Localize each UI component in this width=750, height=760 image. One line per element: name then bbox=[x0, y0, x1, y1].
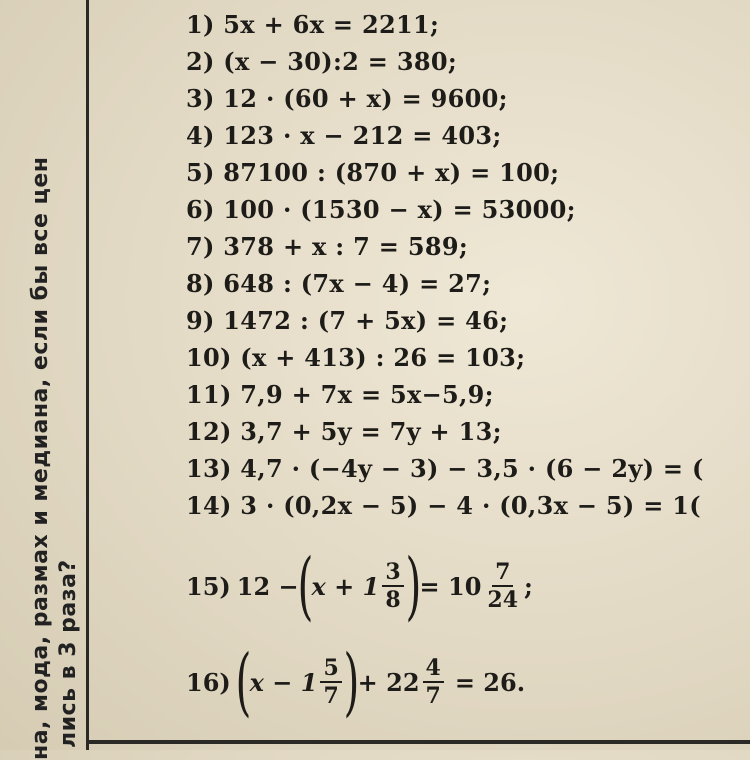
equation-3: 3) 12 · (60 + x) = 9600; bbox=[186, 84, 508, 113]
equation-16-inner bbox=[250, 656, 345, 708]
equation-13: 13) 4,7 · (−4y − 3) − 3,5 · (6 − 2y) = ( bbox=[186, 454, 704, 483]
fraction-numerator: 5 bbox=[320, 656, 341, 683]
equation-list bbox=[186, 6, 750, 524]
equation-15-inner bbox=[312, 560, 407, 612]
sidebar-text-line-2: лись в 3 раза? bbox=[56, 559, 81, 748]
equation-15-tail: ; bbox=[524, 571, 533, 601]
equation-16-inner-fraction bbox=[320, 656, 341, 708]
right-paren: ) bbox=[405, 543, 422, 629]
equation-15-number: 15) bbox=[186, 571, 231, 601]
equation-15-lead: 12 − bbox=[236, 571, 299, 601]
equation-2: 2) (x − 30):2 = 380; bbox=[186, 47, 457, 76]
right-paren: ) bbox=[343, 639, 360, 725]
equation-16-mid-whole: + 22 bbox=[357, 667, 420, 697]
equation-16-mid-fraction bbox=[423, 656, 444, 708]
fraction-denominator: 24 bbox=[487, 587, 519, 613]
equation-4: 4) 123 · x − 212 = 403; bbox=[186, 121, 502, 150]
fraction-numerator: 3 bbox=[382, 560, 403, 587]
equation-5: 5) 87100 : (870 + x) = 100; bbox=[186, 158, 560, 187]
fraction-denominator: 8 bbox=[385, 587, 401, 613]
fraction-numerator: 7 bbox=[492, 560, 513, 587]
equation-10: 10) (x + 413) : 26 = 103; bbox=[186, 343, 526, 372]
equation-16-number: 16) bbox=[186, 667, 231, 697]
equation-9: 9) 1472 : (7 + 5x) = 46; bbox=[186, 306, 509, 335]
vertical-divider bbox=[86, 0, 89, 750]
left-paren: ( bbox=[235, 639, 252, 725]
equation-15 bbox=[186, 543, 533, 629]
fraction-denominator: 7 bbox=[425, 683, 441, 709]
fraction-numerator: 4 bbox=[423, 656, 444, 683]
equation-7: 7) 378 + x : 7 = 589; bbox=[186, 232, 468, 261]
equation-11: 11) 7,9 + 7x = 5x−5,9; bbox=[186, 380, 494, 409]
equation-15-rhs-whole: = 10 bbox=[419, 571, 482, 601]
sidebar-text-line-1: на, мода, размах и медиана, если бы все цен bbox=[28, 156, 53, 760]
left-paren: ( bbox=[297, 543, 314, 629]
equation-6: 6) 100 · (1530 − x) = 53000; bbox=[186, 195, 576, 224]
equation-1: 1) 5x + 6x = 2211; bbox=[186, 10, 440, 39]
equation-12: 12) 3,7 + 5y = 7y + 13; bbox=[186, 417, 502, 446]
equation-16-inner-var: x − 1 bbox=[249, 667, 318, 697]
equation-14: 14) 3 · (0,2x − 5) − 4 · (0,3x − 5) = 1( bbox=[186, 491, 701, 520]
fraction-denominator: 7 bbox=[323, 683, 339, 709]
equation-16-tail: = 26. bbox=[454, 667, 526, 697]
equation-15-inner-fraction bbox=[382, 560, 403, 612]
equation-8: 8) 648 : (7x − 4) = 27; bbox=[186, 269, 492, 298]
equation-16 bbox=[186, 639, 526, 725]
equation-15-rhs-fraction bbox=[484, 560, 521, 612]
equation-15-inner-var: x + 1 bbox=[311, 571, 380, 601]
horizontal-divider bbox=[86, 740, 750, 744]
